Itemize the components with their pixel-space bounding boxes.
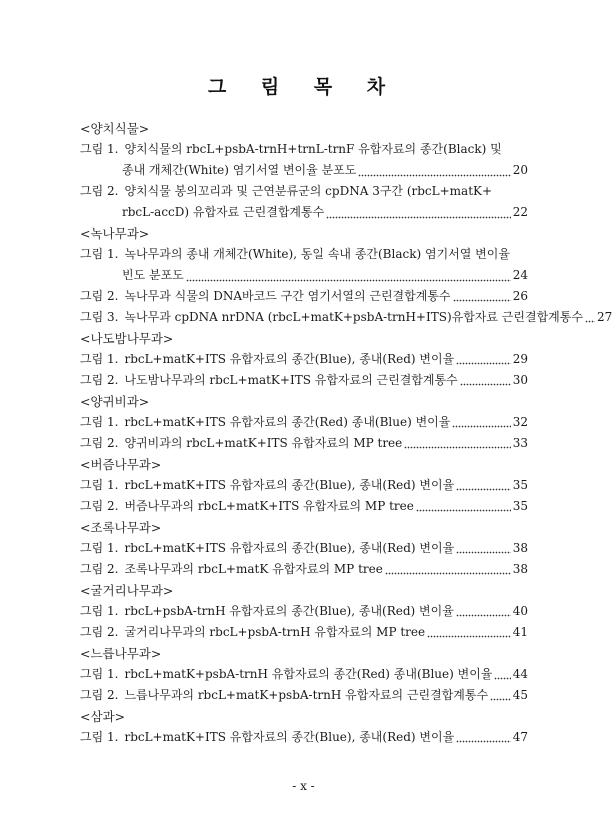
dot-leader — [585, 306, 595, 328]
dot-leader — [456, 537, 511, 559]
figure-entry[interactable] — [80, 244, 528, 286]
page-ref: 47 — [512, 730, 528, 744]
figure-label: 그림 2. — [80, 562, 119, 576]
figure-entry[interactable] — [80, 538, 528, 559]
dot-leader — [358, 160, 510, 182]
section-heading: <녹나무과> — [80, 226, 150, 241]
figure-entry[interactable] — [80, 685, 528, 706]
section-heading: <버즘나무과> — [80, 457, 162, 472]
figure-label: 그림 1. — [80, 478, 119, 492]
figure-label: 그림 2. — [80, 688, 119, 702]
section-heading: <양귀비과> — [80, 394, 150, 409]
figure-caption: 조록나무과의 rbcL+matK 유합자료의 MP tree — [124, 562, 383, 576]
dot-leader — [453, 285, 511, 307]
dot-leader — [456, 600, 511, 622]
figure-caption-line1: 양치식물의 rbcL+psbA-trnH+trnL-trnF 유합자료의 종간(Black) 및 — [124, 142, 502, 156]
page-ref: 20 — [512, 163, 528, 177]
dot-leader — [490, 684, 511, 706]
figure-entry[interactable] — [80, 559, 528, 580]
figure-entry[interactable] — [80, 412, 528, 433]
dot-leader — [456, 474, 511, 496]
figure-entry[interactable] — [80, 496, 528, 517]
dot-leader — [404, 432, 510, 454]
page-ref: 27 — [596, 310, 612, 324]
figure-caption-line2: rbcL-accD) 유합자료 근린결합계통수 — [122, 205, 325, 219]
figure-label: 그림 2. — [80, 436, 119, 450]
figure-caption: 녹나무과 cpDNA nrDNA (rbcL+matK+psbA-trnH+ITS)유합자료 근린결합계통수 — [124, 310, 583, 324]
figure-entry[interactable] — [80, 139, 528, 181]
page-ref: 38 — [512, 541, 528, 555]
page-ref: 26 — [512, 289, 528, 303]
figure-caption: 버즘나무과의 rbcL+matK+ITS 유합자료의 MP tree — [124, 499, 414, 513]
figure-caption: 양귀비과의 rbcL+matK+ITS 유합자료의 MP tree — [124, 436, 403, 450]
page-ref: 44 — [512, 667, 528, 681]
section-heading: <삼과> — [80, 709, 126, 724]
section-heading: <나도밤나무과> — [80, 331, 174, 346]
figure-label: 그림 1. — [80, 604, 119, 618]
section-heading: <양치식물> — [80, 121, 150, 136]
table-of-figures — [80, 118, 612, 748]
figure-entry[interactable] — [80, 433, 528, 454]
figure-caption-line1: 양치식물 봉의꼬리과 및 근연분류군의 cpDNA 3구간 (rbcL+matK+ — [124, 184, 493, 198]
section-heading: <느릅나무과> — [80, 646, 162, 661]
figure-entry[interactable] — [80, 349, 528, 370]
figure-caption-line2: 종내 개체간(White) 염기서열 변이율 분포도 — [122, 163, 357, 177]
page-ref: 22 — [512, 205, 528, 219]
figure-entry[interactable] — [80, 370, 528, 391]
figure-entry[interactable] — [80, 286, 528, 307]
figure-caption: 나도밤나무과의 rbcL+matK+ITS 유합자료의 근린결합계통수 — [124, 373, 458, 387]
figure-entry[interactable] — [80, 307, 612, 328]
dot-leader — [452, 411, 510, 433]
page-number: - x - — [292, 779, 315, 793]
figure-caption: rbcL+matK+psbA-trnH 유합자료의 종간(Red) 종내(Blue) 변이율 — [124, 667, 493, 681]
figure-caption-line2: 빈도 분포도 — [122, 268, 184, 282]
figure-label: 그림 1. — [80, 352, 119, 366]
figure-caption: rbcL+matK+ITS 유합자료의 종간(Red) 종내(Blue) 변이율 — [124, 415, 451, 429]
figure-label: 그림 1. — [80, 667, 119, 681]
dot-leader — [186, 265, 511, 287]
figure-label: 그림 3. — [80, 310, 119, 324]
figure-entry[interactable] — [80, 181, 528, 223]
page-ref: 35 — [512, 478, 528, 492]
dot-leader — [326, 202, 511, 224]
section-heading: <굴거리나무과> — [80, 583, 174, 598]
figure-label: 그림 2. — [80, 373, 119, 387]
page-ref: 35 — [512, 499, 528, 513]
dot-leader — [456, 348, 511, 370]
dot-leader — [385, 558, 511, 580]
figure-entry[interactable] — [80, 664, 528, 685]
dot-leader — [416, 495, 511, 517]
figure-label: 그림 1. — [80, 541, 119, 555]
figure-label: 그림 2. — [80, 499, 119, 513]
figure-entry[interactable] — [80, 727, 528, 748]
figure-entry[interactable] — [80, 475, 528, 496]
page-ref: 32 — [512, 415, 528, 429]
page-ref: 40 — [512, 604, 528, 618]
figure-caption: rbcL+matK+ITS 유합자료의 종간(Blue), 종내(Red) 변이율 — [124, 352, 455, 366]
figure-caption: 느릅나무과의 rbcL+matK+psbA-trnH 유합자료의 근린결합계통수 — [124, 688, 489, 702]
page-ref: 29 — [512, 352, 528, 366]
section-heading: <조록나무과> — [80, 520, 162, 535]
figure-entry[interactable] — [80, 622, 528, 643]
figure-caption: rbcL+matK+ITS 유합자료의 종간(Blue), 종내(Red) 변이율 — [124, 478, 455, 492]
figure-label: 그림 1. — [80, 415, 119, 429]
page-ref: 45 — [512, 688, 528, 702]
dot-leader — [494, 663, 510, 685]
figure-caption: rbcL+matK+ITS 유합자료의 종간(Blue), 종내(Red) 변이율 — [124, 541, 455, 555]
figure-label: 그림 1. — [80, 247, 119, 261]
figure-label: 그림 2. — [80, 184, 119, 198]
dot-leader — [427, 621, 511, 643]
figure-caption: rbcL+matK+ITS 유합자료의 종간(Blue), 종내(Red) 변이율 — [124, 730, 455, 744]
dot-leader — [456, 726, 511, 748]
page-title: 그 림 목 차 — [207, 76, 400, 98]
figure-label: 그림 2. — [80, 289, 119, 303]
page-ref: 38 — [512, 562, 528, 576]
dot-leader — [460, 369, 511, 391]
figure-caption-line1: 녹나무과의 종내 개체간(White), 동일 속내 종간(Black) 염기서열 변이율 — [124, 247, 510, 261]
page-ref: 41 — [512, 625, 528, 639]
page-ref: 33 — [512, 436, 528, 450]
figure-caption: 굴거리나무과의 rbcL+psbA-trnH 유합자료의 MP tree — [124, 625, 426, 639]
page-ref: 30 — [512, 373, 528, 387]
page-ref: 24 — [512, 268, 528, 282]
figure-label: 그림 1. — [80, 730, 119, 744]
figure-label: 그림 1. — [80, 142, 119, 156]
figure-entry[interactable] — [80, 601, 528, 622]
figure-label: 그림 2. — [80, 625, 119, 639]
figure-caption: rbcL+psbA-trnH 유합자료의 종간(Blue), 종내(Red) 변이율 — [124, 604, 454, 618]
figure-caption: 녹나무과 식물의 DNA바코드 구간 염기서열의 근린결합계통수 — [124, 289, 451, 303]
